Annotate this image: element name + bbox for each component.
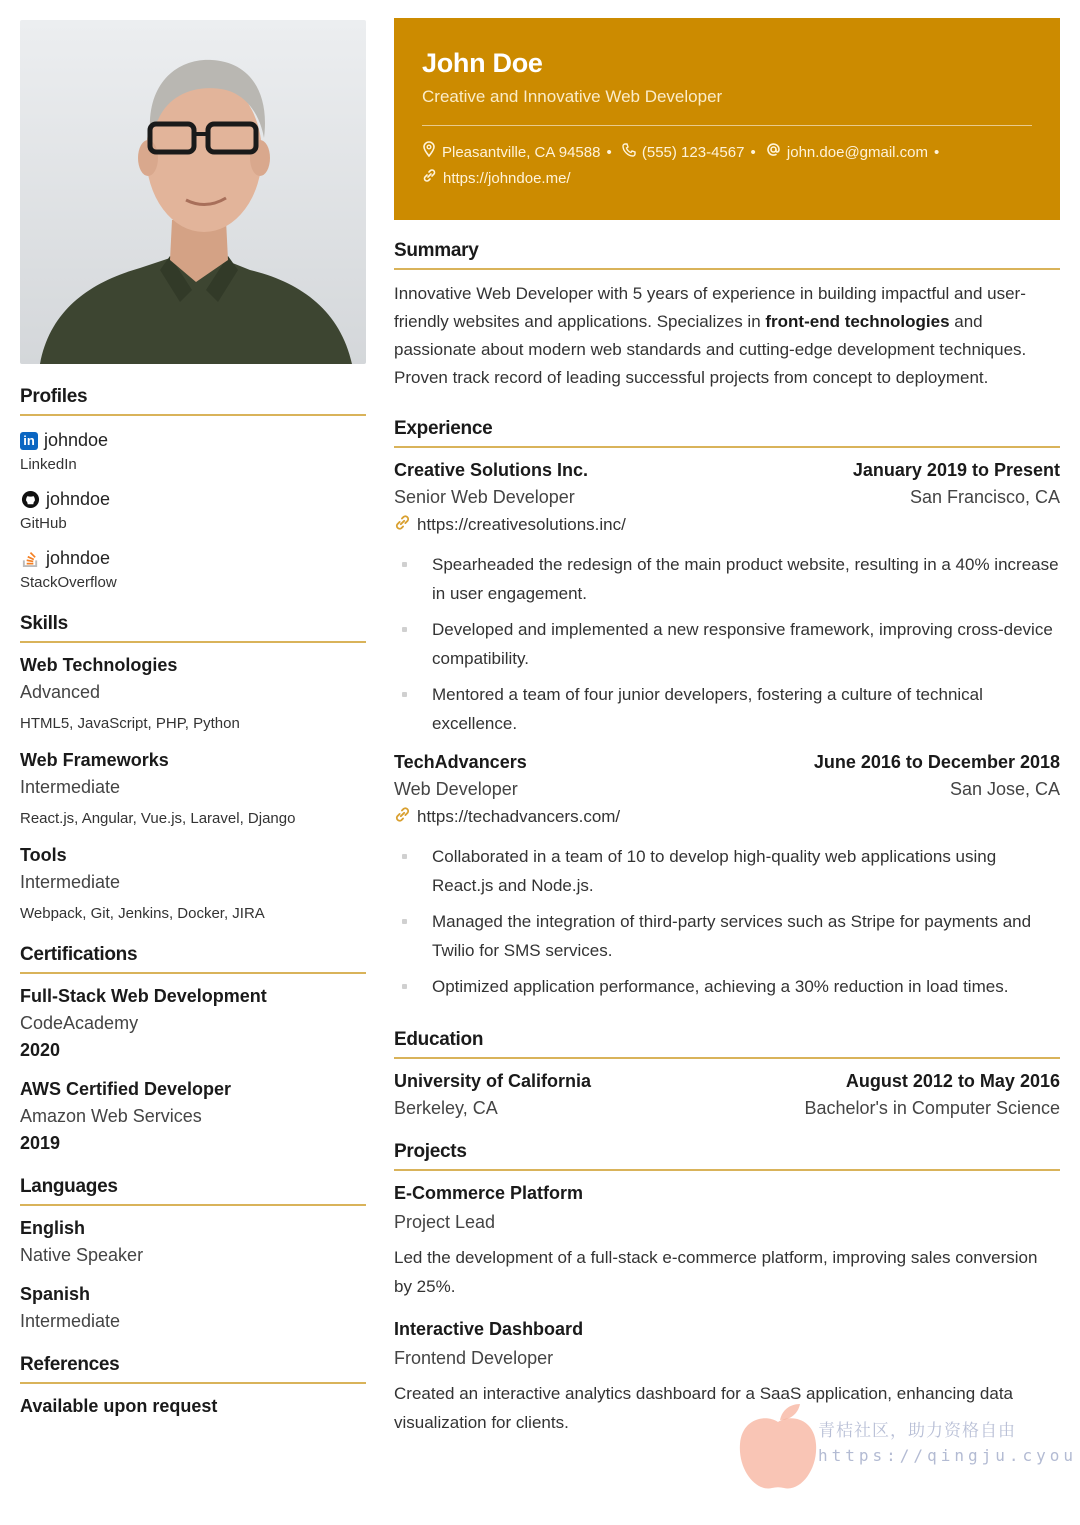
- project-item: [394, 1319, 1060, 1437]
- skill-keywords: HTML5, JavaScript, PHP, Python: [20, 715, 240, 732]
- profile-username[interactable]: johndoe: [46, 548, 111, 568]
- separator-dot: •: [606, 144, 612, 161]
- skill-item: [20, 750, 366, 827]
- experience-heading: Experience: [394, 418, 1060, 448]
- project-item: [394, 1183, 1060, 1301]
- job-location: San Jose, CA: [949, 779, 1060, 799]
- projects-heading: Projects: [394, 1141, 1060, 1171]
- experience-item: [394, 460, 1060, 738]
- company-url[interactable]: [394, 514, 1060, 536]
- stackoverflow-icon: [20, 549, 40, 569]
- summary-heading: Summary: [394, 240, 1060, 270]
- skill-level: Advanced: [20, 682, 101, 702]
- language-name: English: [20, 1218, 86, 1238]
- experience-item: [394, 752, 1060, 1001]
- contact-location: [422, 140, 600, 166]
- summary-text-part: and passionate about modern web standards and cutting-edge development techniques. Proven track record of leading successful projects from concept to deployment.: [394, 312, 1027, 387]
- profile-username[interactable]: johndoe: [44, 430, 109, 450]
- project-role: Frontend Developer: [394, 1348, 554, 1368]
- education-section: [394, 1029, 1060, 1119]
- at-icon: [766, 140, 781, 166]
- references-text: Available upon request: [20, 1396, 218, 1416]
- certification-year: 2019: [20, 1133, 61, 1153]
- project-role: Project Lead: [394, 1212, 496, 1232]
- profile-linkedin[interactable]: [20, 430, 366, 473]
- highlight-item: Collaborated in a team of 10 to develop high-quality web applications using React.js and Node.js.: [394, 842, 1060, 900]
- skill-name: Web Frameworks: [20, 750, 169, 770]
- project-description: Led the development of a full-stack e-commerce platform, improving sales conversion by 25%.: [394, 1248, 1038, 1296]
- job-date: January 2019 to Present: [852, 460, 1060, 480]
- references-heading: References: [20, 1354, 366, 1384]
- separator-dot: •: [934, 144, 940, 161]
- person-name: John Doe: [422, 48, 543, 78]
- projects-section: [394, 1141, 1060, 1437]
- link-icon: [422, 166, 437, 192]
- skill-item: [20, 845, 366, 922]
- language-level: Native Speaker: [20, 1245, 144, 1265]
- summary-text: [394, 280, 1060, 392]
- languages-heading: Languages: [20, 1176, 366, 1206]
- job-location: San Francisco, CA: [909, 487, 1060, 507]
- skill-level: Intermediate: [20, 777, 121, 797]
- highlight-item: Developed and implemented a new responsive framework, improving cross-device compatibility.: [394, 615, 1060, 673]
- profiles-heading: Profiles: [20, 386, 366, 416]
- company-url-text[interactable]: https://creativesolutions.inc/: [417, 515, 626, 534]
- location-pin-icon: [422, 140, 436, 166]
- website-link[interactable]: https://johndoe.me/: [443, 170, 571, 187]
- contact-info: [422, 140, 1032, 192]
- certification-name: AWS Certified Developer: [20, 1079, 232, 1099]
- degree: Bachelor's in Computer Science: [804, 1098, 1060, 1118]
- job-highlights: [394, 842, 1060, 1001]
- resume-header: [394, 18, 1060, 220]
- job-date: June 2016 to December 2018: [813, 752, 1060, 772]
- profile-github[interactable]: [20, 489, 366, 532]
- summary-emphasis: front-end technologies: [765, 312, 950, 331]
- language-name: Spanish: [20, 1284, 91, 1304]
- location-text: Pleasantville, CA 94588: [442, 144, 601, 161]
- language-item: [20, 1284, 366, 1332]
- profile-network: LinkedIn: [20, 456, 77, 473]
- certification-year: 2020: [20, 1040, 61, 1060]
- link-icon: [394, 806, 411, 828]
- certification-name: Full-Stack Web Development: [20, 986, 267, 1006]
- profile-network: GitHub: [20, 515, 67, 532]
- contact-phone[interactable]: [622, 140, 745, 166]
- skill-name: Web Technologies: [20, 655, 178, 675]
- highlight-item: Managed the integration of third-party services such as Stripe for payments and Twilio for SMS services.: [394, 907, 1060, 965]
- education-heading: Education: [394, 1029, 1060, 1059]
- watermark-text: 青桔社区，助力资格自由: [818, 1421, 1016, 1440]
- certification-item: [20, 986, 366, 1061]
- sidebar: [20, 20, 366, 1417]
- company-name: Creative Solutions Inc.: [394, 460, 589, 480]
- profile-stackoverflow[interactable]: [20, 548, 366, 591]
- job-highlights: [394, 550, 1060, 738]
- skill-keywords: Webpack, Git, Jenkins, Docker, JIRA: [20, 905, 265, 922]
- language-item: [20, 1218, 366, 1266]
- project-name: E-Commerce Platform: [394, 1183, 584, 1203]
- github-icon: [20, 490, 40, 510]
- company-url-text[interactable]: https://techadvancers.com/: [417, 807, 621, 826]
- contact-email[interactable]: [766, 140, 928, 166]
- education-item: [394, 1071, 1060, 1119]
- experience-section: [394, 418, 1060, 1001]
- link-icon: [394, 514, 411, 536]
- watermark-url: https://qingju.cyou: [818, 1446, 1078, 1465]
- certification-item: [20, 1079, 366, 1154]
- skills-heading: Skills: [20, 613, 366, 643]
- headline: Creative and Innovative Web Developer: [422, 87, 723, 106]
- skill-level: Intermediate: [20, 872, 121, 892]
- linkedin-icon: in: [20, 432, 38, 450]
- profile-username[interactable]: johndoe: [46, 489, 111, 509]
- email-link[interactable]: john.doe@gmail.com: [786, 144, 929, 161]
- job-position: Senior Web Developer: [394, 487, 575, 507]
- project-name: Interactive Dashboard: [394, 1319, 584, 1339]
- main-content: [394, 18, 1060, 1437]
- certification-issuer: Amazon Web Services: [20, 1106, 202, 1126]
- highlight-item: Spearheaded the redesign of the main product website, resulting in a 40% increase in user engagement.: [394, 550, 1060, 608]
- phone-text[interactable]: (555) 123-4567: [641, 144, 745, 161]
- header-divider: [422, 125, 1032, 126]
- skill-item: [20, 655, 366, 732]
- language-level: Intermediate: [20, 1311, 121, 1331]
- highlight-item: Mentored a team of four junior developers, fostering a culture of technical excellence.: [394, 680, 1060, 738]
- company-url[interactable]: [394, 806, 1060, 828]
- certification-issuer: CodeAcademy: [20, 1013, 139, 1033]
- skill-name: Tools: [20, 845, 67, 865]
- job-position: Web Developer: [394, 779, 518, 799]
- education-date: August 2012 to May 2016: [845, 1071, 1060, 1091]
- profile-network: StackOverflow: [20, 574, 117, 591]
- phone-icon: [622, 140, 636, 166]
- institution-name: University of California: [394, 1071, 592, 1091]
- skill-keywords: React.js, Angular, Vue.js, Laravel, Django: [20, 810, 296, 827]
- education-location: Berkeley, CA: [394, 1098, 498, 1118]
- profile-photo: [20, 20, 366, 364]
- certifications-heading: Certifications: [20, 944, 366, 974]
- project-description: Created an interactive analytics dashboard for a SaaS application, enhancing data visualization for clients.: [394, 1384, 1014, 1432]
- highlight-item: Optimized application performance, achieving a 30% reduction in load times.: [394, 972, 1060, 1001]
- contact-website[interactable]: [422, 166, 571, 192]
- summary-text-part: Innovative Web Developer with 5 years of experience in building impactful and user-friendly websites and applications. Specializes in: [394, 284, 1026, 331]
- company-name: TechAdvancers: [394, 752, 527, 772]
- separator-dot: •: [750, 144, 756, 161]
- summary-section: [394, 240, 1060, 392]
